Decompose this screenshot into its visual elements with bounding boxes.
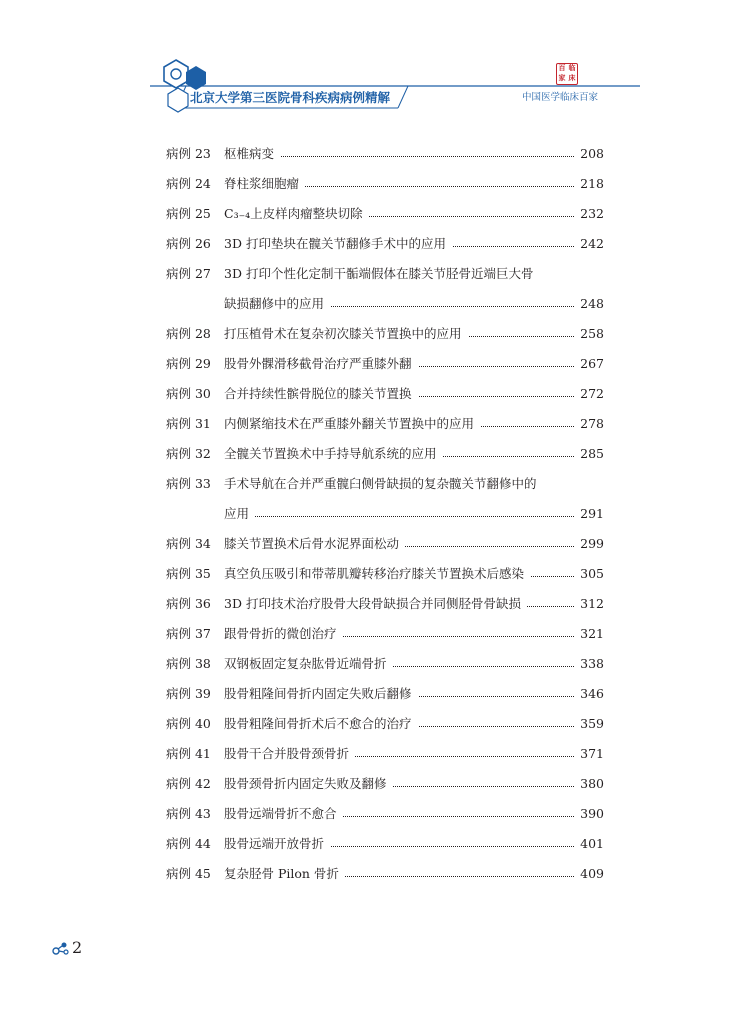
toc-entry (0, 712, 730, 736)
toc-entry-title: 膝关节置换术后骨水泥界面松动 (224, 532, 405, 556)
toc-entry (0, 532, 730, 556)
toc-page-number: 401 (574, 832, 604, 856)
toc-page-number: 291 (574, 502, 604, 526)
toc-page-number: 208 (574, 142, 604, 166)
toc-case-number: 病例 45 (166, 866, 211, 881)
toc-case-number: 病例 38 (166, 656, 211, 671)
toc-dot-leader (224, 516, 584, 517)
toc-page-number: 359 (574, 712, 604, 736)
toc-page-number: 218 (574, 172, 604, 196)
toc-case-number: 病例 26 (166, 236, 211, 251)
toc-entry (0, 322, 730, 346)
toc-case-number: 病例 44 (166, 836, 211, 851)
toc-page-number: 258 (574, 322, 604, 346)
toc-entry-title: 股骨粗隆间骨折内固定失败后翻修 (224, 682, 418, 706)
toc-entry (0, 172, 730, 196)
toc-case-number: 病例 39 (166, 686, 211, 701)
toc-page-number: 305 (574, 562, 604, 586)
toc-case-number: 病例 42 (166, 776, 211, 791)
toc-case-number: 病例 35 (166, 566, 211, 581)
toc-page-number: 248 (574, 292, 604, 316)
toc-entry-continuation (0, 502, 730, 526)
toc-entry (0, 232, 730, 256)
toc-entry-title: 真空负压吸引和带蒂肌瓣转移治疗膝关节置换术后感染 (224, 562, 530, 586)
toc-page-number: 278 (574, 412, 604, 436)
toc-entry-title: 股骨粗隆间骨折术后不愈合的治疗 (224, 712, 418, 736)
toc-entry (0, 772, 730, 796)
toc-entry-title: 股骨远端开放骨折 (224, 832, 330, 856)
toc-page-number: 285 (574, 442, 604, 466)
toc-entry-title-cont: 缺损翻修中的应用 (224, 292, 330, 316)
toc-entry (0, 862, 730, 886)
toc-page-number: 371 (574, 742, 604, 766)
toc-entry-title: 复杂胫骨 Pilon 骨折 (224, 862, 345, 886)
toc-case-number: 病例 31 (166, 416, 211, 431)
toc-case-number: 病例 27 (166, 266, 211, 281)
toc-entry (0, 592, 730, 616)
toc-page-number: 272 (574, 382, 604, 406)
toc-page-number: 380 (574, 772, 604, 796)
toc-entry-title: C₃₋₄上皮样肉瘤整块切除 (224, 202, 369, 226)
toc-page-number: 321 (574, 622, 604, 646)
toc-page-number: 267 (574, 352, 604, 376)
toc-case-number: 病例 37 (166, 626, 211, 641)
toc-entry (0, 562, 730, 586)
toc-entry-title: 股骨外髁滑移截骨治疗严重膝外翻 (224, 352, 418, 376)
toc-entry (0, 202, 730, 226)
toc-entry-title: 脊柱浆细胞瘤 (224, 172, 305, 196)
toc-page-number: 346 (574, 682, 604, 706)
toc-case-number: 病例 32 (166, 446, 211, 461)
toc-case-number: 病例 30 (166, 386, 211, 401)
toc-entry (0, 142, 730, 166)
toc-entry (0, 472, 730, 496)
toc-case-number: 病例 23 (166, 146, 211, 161)
toc-entry-title: 全髋关节置换术中手持导航系统的应用 (224, 442, 443, 466)
toc-entry (0, 442, 730, 466)
series-name: 中国医学临床百家 (522, 92, 599, 103)
toc-entry-title: 股骨颈骨折内固定失败及翻修 (224, 772, 393, 796)
toc-case-number: 病例 41 (166, 746, 211, 761)
toc-entry-title-cont: 应用 (224, 502, 255, 526)
toc-case-number: 病例 25 (166, 206, 211, 221)
toc-page-number: 338 (574, 652, 604, 676)
toc-entry (0, 382, 730, 406)
toc-entry (0, 412, 730, 436)
toc-entry-title: 3D 打印技术治疗股骨大段骨缺损合并同侧胫骨骨缺损 (224, 592, 527, 616)
toc-case-number: 病例 33 (166, 476, 211, 491)
toc-entry-title: 3D 打印垫块在髋关节翻修手术中的应用 (224, 232, 452, 256)
toc-entry-title: 手术导航在合并严重髋臼侧骨缺损的复杂髋关节翻修中的 (224, 472, 543, 496)
toc-entry-title: 股骨干合并股骨颈骨折 (224, 742, 355, 766)
toc-entry (0, 802, 730, 826)
molecule-icon (52, 940, 70, 956)
toc-page-number: 299 (574, 532, 604, 556)
toc-entry-title: 3D 打印个性化定制干骺端假体在膝关节胫骨近端巨大骨 (224, 262, 539, 286)
page-header (0, 0, 730, 115)
page-number: 2 (72, 938, 83, 957)
toc-case-number: 病例 24 (166, 176, 211, 191)
toc-page-number: 232 (574, 202, 604, 226)
toc-page-number: 390 (574, 802, 604, 826)
toc-entry (0, 622, 730, 646)
toc-case-number: 病例 36 (166, 596, 211, 611)
toc-entry-title: 合并持续性髌骨脱位的膝关节置换 (224, 382, 418, 406)
toc-entry (0, 832, 730, 856)
toc-page-number: 409 (574, 862, 604, 886)
toc-entry (0, 682, 730, 706)
toc-case-number: 病例 43 (166, 806, 211, 821)
toc-page-number: 312 (574, 592, 604, 616)
toc-entry (0, 742, 730, 766)
toc-entry-continuation (0, 292, 730, 316)
toc-entry (0, 652, 730, 676)
toc-entry-title: 双钢板固定复杂肱骨近端骨折 (224, 652, 393, 676)
toc-entry-title: 枢椎病变 (224, 142, 280, 166)
toc-entry (0, 262, 730, 286)
toc-entry-title: 跟骨骨折的微创治疗 (224, 622, 343, 646)
toc-page-number: 242 (574, 232, 604, 256)
toc-case-number: 病例 28 (166, 326, 211, 341)
toc-case-number: 病例 29 (166, 356, 211, 371)
book-title: 北京大学第三医院骨科疾病病例精解 (190, 90, 391, 105)
toc-entry (0, 352, 730, 376)
series-seal-icon: 百 临 家 床 (556, 63, 578, 85)
toc-entry-title: 股骨远端骨折不愈合 (224, 802, 343, 826)
toc-case-number: 病例 34 (166, 536, 211, 551)
toc-case-number: 病例 40 (166, 716, 211, 731)
toc-entry-title: 打压植骨术在复杂初次膝关节置换中的应用 (224, 322, 468, 346)
toc-entry-title: 内侧紧缩技术在严重膝外翻关节置换中的应用 (224, 412, 480, 436)
